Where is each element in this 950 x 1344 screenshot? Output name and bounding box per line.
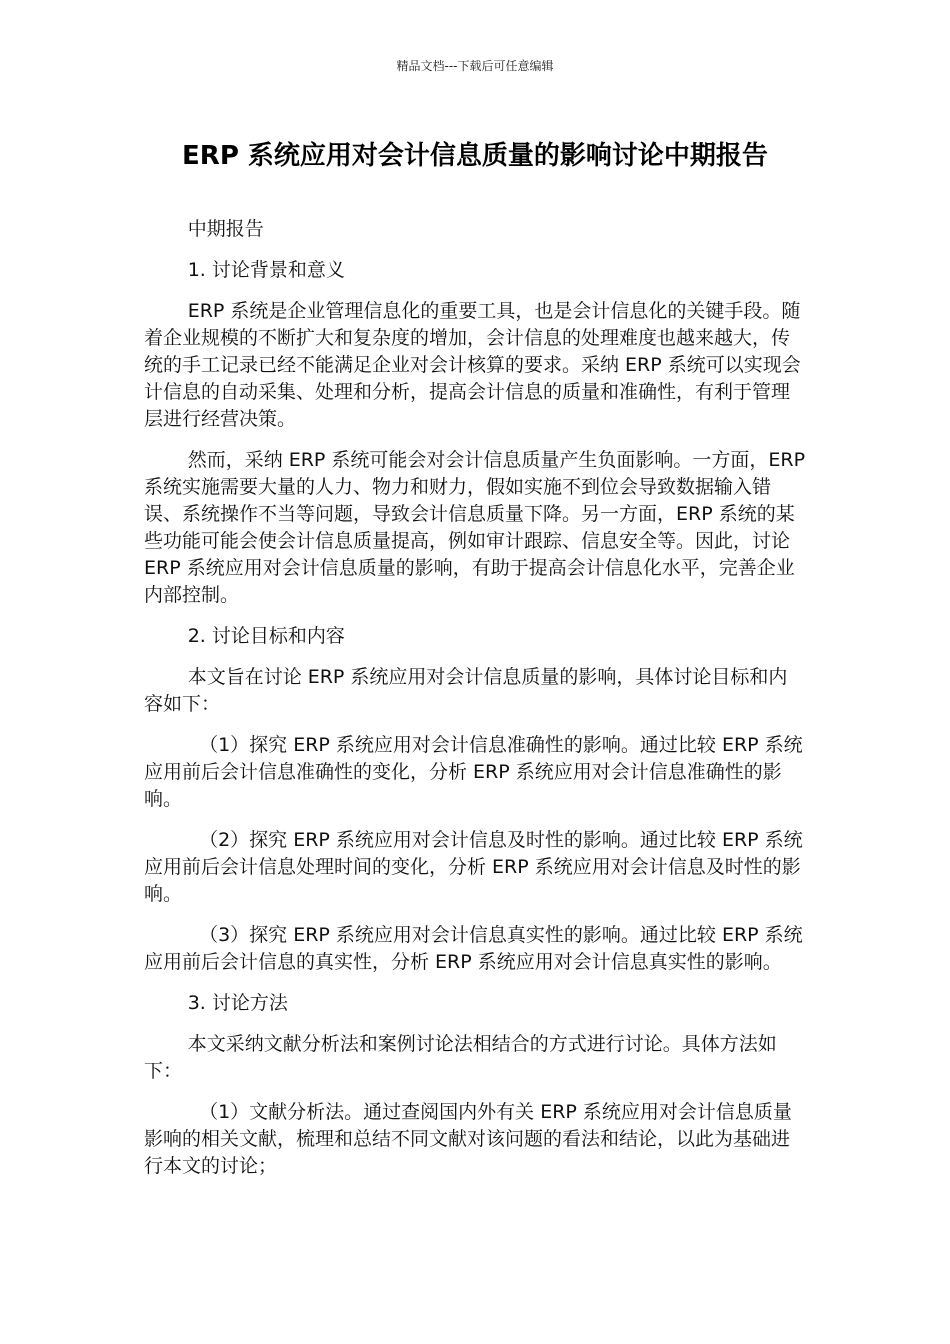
list-item-timeliness: （2）探究 ERP 系统应用对会计信息及时性的影响。通过比较 ERP 系统应用前后会计信息处理时间的变化，分析 ERP 系统应用对会计信息及时性的影响。: [144, 829, 803, 905]
paragraph-negative-impact: 然而，采纳 ERP 系统可能会对会计信息质量产生负面影响。一方面，ERP 系统实施需要大量的人力、物力和财力，假如实施不到位会导致数据输入错误、系统操作不当等问题，导致会计信息质量下降。另一方面，ERP 系统的某些功能可能会使会计信息质量提高，例如审计跟踪、信息安全等。因此，讨论 ERP 系统应用对会计信息质量的影响，有助于提高会计信息化水平，完善企业内部控制。: [144, 449, 806, 606]
section-label: 中期报告: [187, 218, 264, 240]
section-heading-methods: 3. 讨论方法: [187, 992, 288, 1014]
document-title: ERP 系统应用对会计信息质量的影响讨论中期报告: [182, 141, 768, 171]
document-body: [144, 216, 806, 1194]
paragraph-goals-intro: 本文旨在讨论 ERP 系统应用对会计信息质量的影响，具体讨论目标和内容如下：: [144, 666, 788, 715]
section-heading-goals: 2. 讨论目标和内容: [187, 625, 345, 647]
paragraph-methods-intro: 本文采纳文献分析法和案例讨论法相结合的方式进行讨论。具体方法如下：: [144, 1033, 777, 1082]
header-note: 精品文档---下载后可任意编辑: [396, 59, 554, 73]
section-heading-background: 1. 讨论背景和意义: [187, 259, 345, 281]
list-item-authenticity: （3）探究 ERP 系统应用对会计信息真实性的影响。通过比较 ERP 系统应用前后会计信息的真实性，分析 ERP 系统应用对会计信息真实性的影响。: [144, 924, 803, 973]
paragraph-erp-intro: ERP 系统是企业管理信息化的重要工具，也是会计信息化的关键手段。随着企业规模的不断扩大和复杂度的增加，会计信息的处理难度也越来越大，传统的手工记录已经不能满足企业对会计核算的要求。采纳 ERP 系统可以实现会计信息的自动采集、处理和分析，提高会计信息的质量和准确性，有利于管理层进行经营决策。: [144, 300, 801, 430]
list-item-literature-analysis: （1）文献分析法。通过查阅国内外有关 ERP 系统应用对会计信息质量影响的相关文献，梳理和总结不同文献对该问题的看法和结论，以此为基础进行本文的讨论；: [144, 1101, 792, 1177]
list-item-accuracy: （1）探究 ERP 系统应用对会计信息准确性的影响。通过比较 ERP 系统应用前后会计信息准确性的变化，分析 ERP 系统应用对会计信息准确性的影响。: [144, 734, 803, 810]
